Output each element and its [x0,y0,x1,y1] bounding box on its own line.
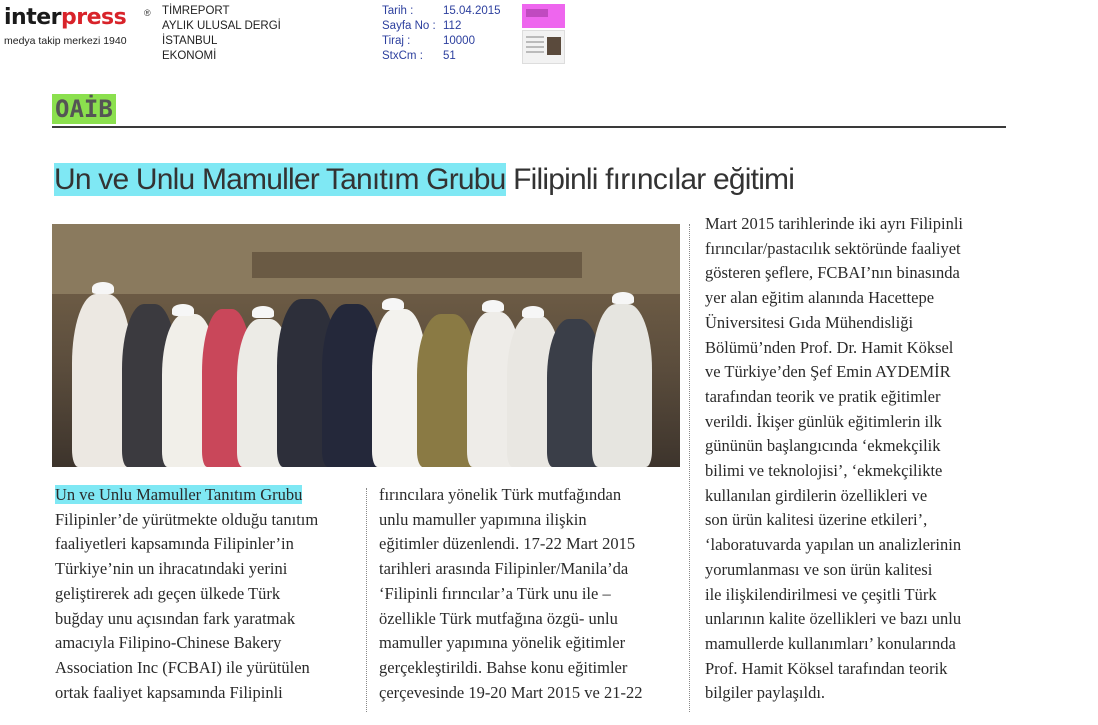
text-line: geliştirerek adı geçen ülkede Türk [55,583,281,603]
meta-row-date [382,4,501,19]
logo-brand-b: press [61,5,127,30]
text-line: Bölümü’nden Prof. Dr. Hamit Köksel [705,337,954,357]
logo-brand-a: inter [4,5,61,30]
thumbnail-line [526,51,544,53]
thumbnail-line [526,36,544,38]
section-tag: OAİB [52,94,116,124]
headline-rest: Filipinli fırıncılar eğitimi [505,163,795,196]
text-line: Üniversitesi Gıda Mühendisliği [705,312,914,332]
thumbnail-photo [547,37,561,55]
meta-key: Sayfa No : [382,20,436,32]
text-line: Prof. Hamit Köksel tarafından teorik [705,658,948,678]
text-line: tarafından teorik ve pratik eğitimler [705,386,941,406]
text-line: mamuller yapımına yönelik eğitimler [379,633,626,653]
text-line: verildi. İkişer günlük eğitimlerin ilk [705,411,942,431]
meta-row-stxcm [382,49,501,64]
publication-info [162,4,281,64]
meta-key: Tarih : [382,5,414,17]
publication-name: TİMREPORT [162,5,230,17]
interpress-logo [4,4,154,50]
text-line [55,483,360,508]
publication-type: AYLIK ULUSAL DERGİ [162,20,281,32]
thumbnail-line [526,41,544,43]
article-column-1 [55,483,360,705]
text-line: ile ilişkilendirilmesi ve çeşitli Türk [705,584,937,604]
publication-category: EKONOMİ [162,50,217,62]
text-line: buğday unu açısından fark yaratmak [55,608,296,628]
text-line: gösteren şeflere, FCBAI’nın binasında [705,263,960,283]
article-column-3 [705,212,1005,706]
photo-sign [252,252,582,278]
chef-cap [172,304,194,316]
text-line: gününün başlangıcında ‘ekmekçilik [705,436,941,456]
clipping-stats [382,4,501,64]
text-line: eğitimler düzenlendi. 17-22 Mart 2015 [379,534,636,554]
text-line: yer alan eğitim alanında Hacettepe [705,288,935,308]
text-line: yorumlanması ve son ürün kalitesi [705,559,933,579]
text-line: mamullerde kullanımları’ konularında [705,633,956,653]
article-column-2 [379,483,684,705]
chef-cap [522,306,544,318]
meta-row-page [382,19,501,34]
text-line: gerçekleştirildi. Bahse konu eğitimler [379,657,628,677]
text-line: fırıncılara yönelik Türk mutfağından [379,485,622,504]
text-line: ‘laboratuvarda yapılan un analizlerinin [705,535,962,555]
magazine-logo-thumbnail [522,4,565,28]
chef-cap [252,306,274,318]
thumbnail-line [526,46,544,48]
photo-person [592,304,652,467]
text-line: unlarının kalite özellikleri ve bazı unlu [705,609,962,629]
meta-key: StxCm : [382,50,423,62]
text-line: unlu mamuller yapımına ilişkin [379,509,587,529]
text-line: tarihleri arasında Filipinler/Manila’da [379,559,629,579]
group-photo [52,224,680,467]
text-line: ortak faaliyet kapsamında Filipinli [55,682,283,702]
text-line: Filipinler’de yürütmekte olduğu tanıtım [55,509,319,529]
text-line: çerçevesinde 19-20 Mart 2015 ve 21-22 [379,682,643,702]
publication-city: İSTANBUL [162,35,218,47]
column-highlight: Un ve Unlu Mamuller Tanıtım Grubu [55,485,303,504]
column-divider [366,488,367,712]
text-line: bilimi ve teknolojisi’, ‘ekmekçilikte [705,461,943,481]
text-line: bilgiler paylaşıldı. [705,683,826,703]
section-rule [52,126,1006,128]
column-divider [689,224,690,712]
text-line: fırıncılar/pastacılık sektöründe faaliyet [705,238,961,258]
page-thumbnail[interactable] [522,30,565,64]
thumbnail-mark [526,9,548,17]
chef-cap [382,298,404,310]
text-line: faaliyetleri kapsamında Filipinler’in [55,534,294,554]
logo-wordmark [4,4,126,32]
registered-mark: ® [144,8,151,18]
meta-value: 15.04.2015 [443,5,501,17]
chef-cap [92,282,114,294]
text-line: Mart 2015 tarihlerinde iki ayrı Filipinli [705,214,963,233]
text-line: amacıyla Filipino-Chinese Bakery [55,633,282,653]
article-headline [54,160,794,200]
text-line: ‘Filipinli fırıncılar’a Türk unu ile – [379,583,611,603]
text-line: Association Inc (FCBAI) ile yürütülen [55,657,310,677]
meta-value: 51 [443,50,456,62]
meta-value: 10000 [443,35,475,47]
meta-key: Tiraj : [382,35,411,47]
text-line: Türkiye’nin un ihracatındaki yerini [55,559,288,579]
chef-cap [612,292,634,304]
meta-row-circulation [382,34,501,49]
text-line: son ürün kalitesi üzerine etkileri’, [705,510,928,530]
headline-highlight: Un ve Unlu Mamuller Tanıtım Grubu [54,163,506,196]
logo-tagline: medya takip merkezi 1940 [4,35,127,47]
chef-cap [482,300,504,312]
text-line: ve Türkiye’den Şef Emin AYDEMİR [705,362,951,382]
text-line: özellikle Türk mutfağına özgü- unlu [379,608,618,628]
meta-value: 112 [443,20,462,32]
text-line: kullanılan girdilerin özellikleri ve [705,485,928,505]
